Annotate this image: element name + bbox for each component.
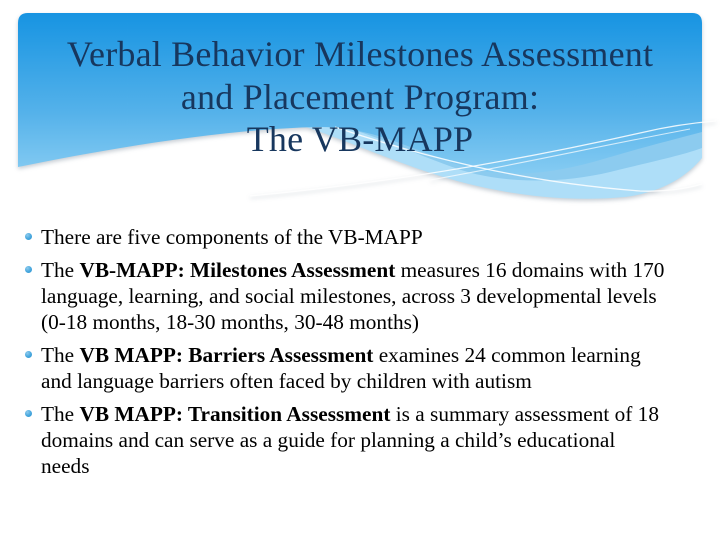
bullet-dot-icon — [25, 266, 32, 273]
bullet-text-pre: The — [41, 402, 80, 426]
bullet-text-pre: The — [41, 343, 80, 367]
bullet-text-post: examines 24 common learning and language barriers often faced by children with autism — [41, 343, 641, 393]
bullet-text-bold: VB MAPP: Transition Assessment — [79, 402, 391, 426]
title-line-2: and Placement Program: — [180, 76, 540, 117]
list-item — [22, 224, 667, 250]
bullet-text-post: measures 16 domains with 170 language, learning, and social milestones, across 3 developmental levels (0-18 months, 18-30 months, 30-48 months) — [41, 258, 665, 334]
bullet-dot-icon — [25, 410, 32, 417]
bullet-text-pre: There are five components of the VB-MAPP — [41, 225, 423, 249]
bullet-text-post: is a summary assessment of 18 domains and can serve as a guide for planning a child’s educational needs — [41, 402, 659, 478]
bullet-text-bold: VB MAPP: Barriers Assessment — [79, 343, 374, 367]
list-item — [22, 257, 667, 335]
bullet-dot-icon — [25, 233, 32, 240]
list-item — [22, 342, 667, 394]
bullet-dot-icon — [25, 351, 32, 358]
title-line-3: The VB-MAPP — [246, 119, 474, 159]
title-line-1: Verbal Behavior Milestones Assessment — [66, 34, 654, 74]
list-item — [22, 401, 667, 479]
bullet-list — [22, 224, 667, 479]
bullet-text-pre: The — [41, 258, 80, 282]
page-title — [18, 33, 702, 161]
bullet-text-bold: VB-MAPP: Milestones Assessment — [79, 258, 396, 282]
